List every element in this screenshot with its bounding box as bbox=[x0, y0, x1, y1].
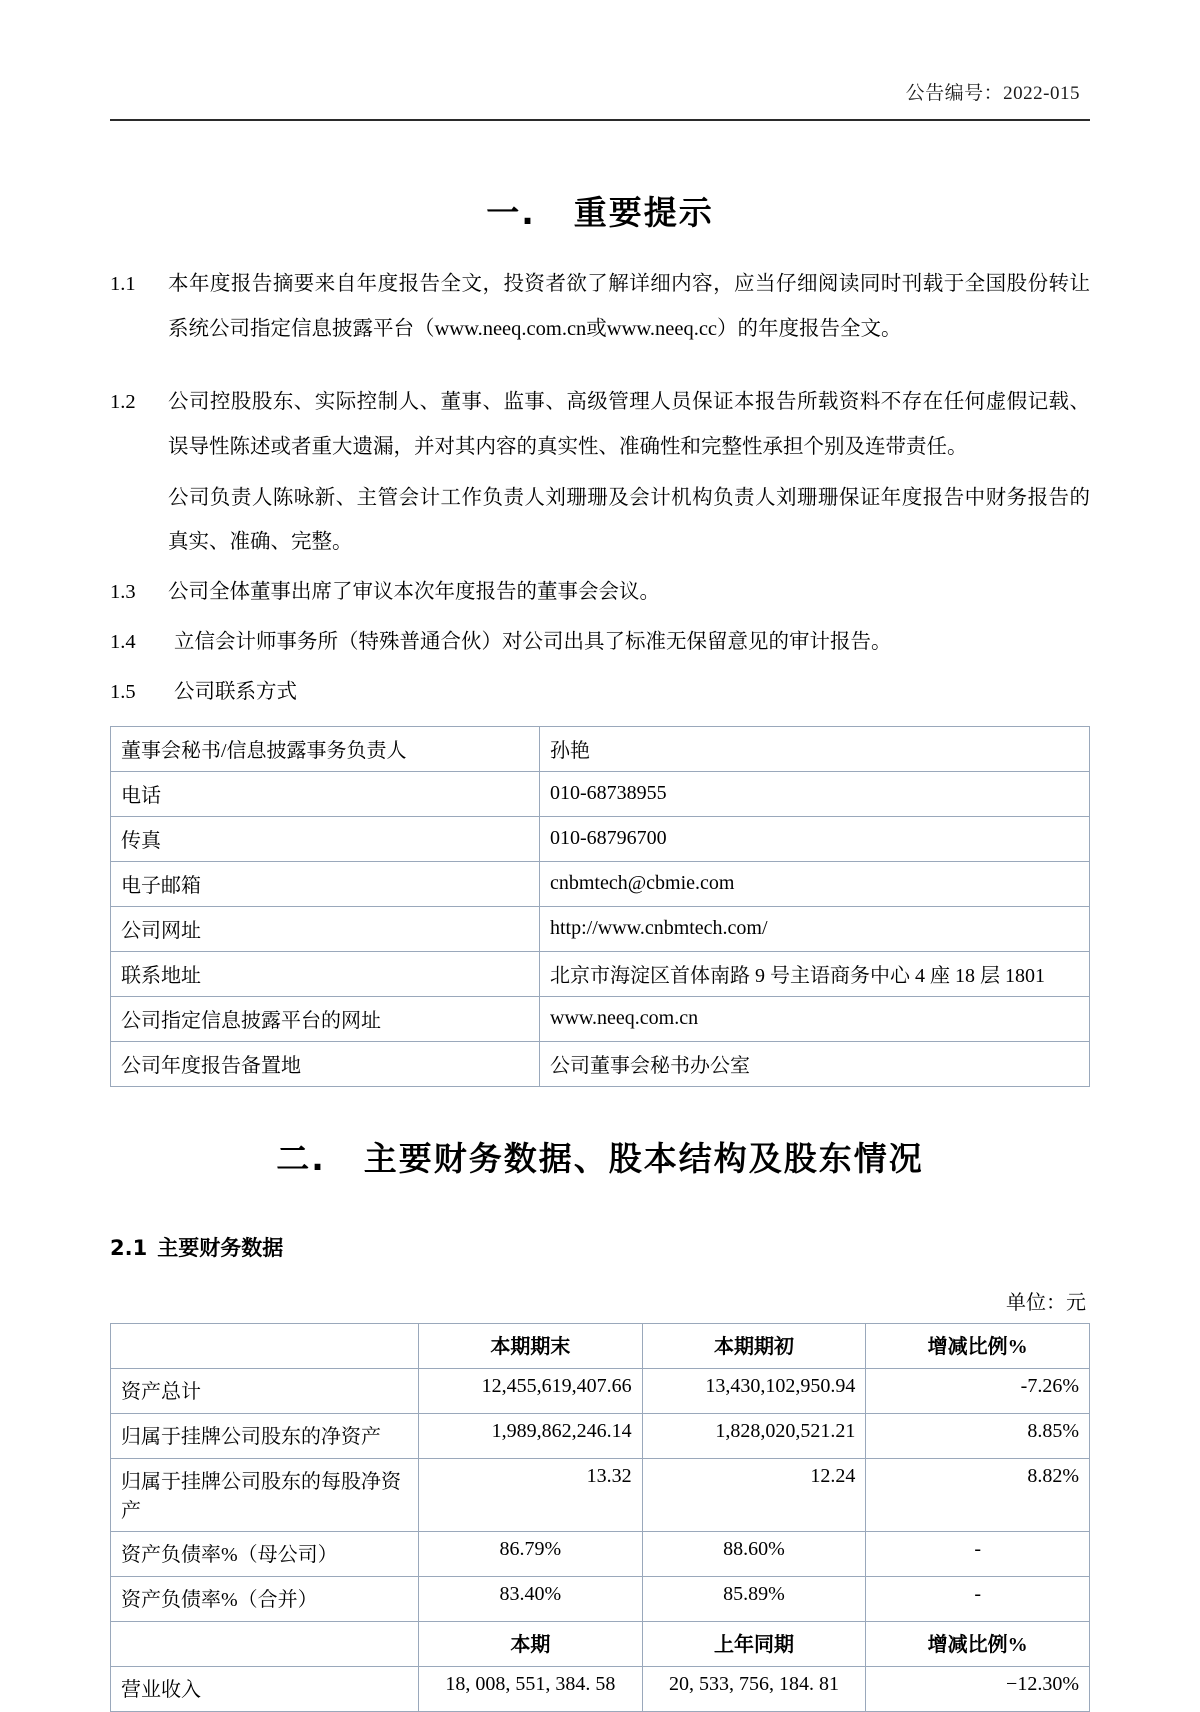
fin-row-value-3: 8.82% bbox=[866, 1459, 1090, 1532]
contact-label: 董事会秘书/信息披露事务负责人 bbox=[111, 727, 540, 772]
subsection-2-1-heading bbox=[110, 1232, 1090, 1262]
contact-label: 公司指定信息披露平台的网址 bbox=[111, 997, 540, 1042]
section-2-number: 二. bbox=[276, 1139, 326, 1178]
fin-row-value-3: - bbox=[866, 1577, 1090, 1622]
table-header-row bbox=[111, 1622, 1090, 1667]
table-row bbox=[111, 1667, 1090, 1712]
contact-label: 公司年度报告备置地 bbox=[111, 1042, 540, 1087]
contact-value: www.neeq.com.cn bbox=[540, 997, 1090, 1042]
clause-1-1-text: 本年度报告摘要来自年度报告全文，投资者欲了解详细内容，应当仔细阅读同时刊载于全国股份转让系统公司指定信息披露平台（www.neeq.com.cn或www.neeq.cc）的年度报告全文。 bbox=[168, 273, 1090, 340]
table-row bbox=[111, 1414, 1090, 1459]
clause-1-1-index: 1.1 bbox=[110, 273, 136, 295]
fin-row-label: 归属于挂牌公司股东的每股净资产 bbox=[111, 1459, 419, 1532]
fin-header2-blank bbox=[111, 1622, 419, 1667]
contact-label: 公司网址 bbox=[111, 907, 540, 952]
fin-row-value-2: 85.89% bbox=[642, 1577, 866, 1622]
table-header-row bbox=[111, 1324, 1090, 1369]
fin-header-period-end: 本期期末 bbox=[419, 1324, 643, 1369]
table-row bbox=[111, 952, 1090, 997]
clause-1-3-index: 1.3 bbox=[110, 581, 136, 603]
clause-1-5-index: 1.5 bbox=[110, 681, 136, 703]
section-1-heading-text: 重要提示 bbox=[573, 193, 714, 232]
clause-1-2-sub bbox=[110, 476, 1090, 564]
fin-row-value-1: 86.79% bbox=[419, 1532, 643, 1577]
fin-header2-change-pct: 增减比例% bbox=[866, 1622, 1090, 1667]
fin-row-value-2: 1,828,020,521.21 bbox=[642, 1414, 866, 1459]
contact-label: 联系地址 bbox=[111, 952, 540, 997]
section-1-number: 一. bbox=[486, 193, 536, 232]
unit-label: 单位：元 bbox=[1006, 1292, 1086, 1314]
contact-label: 电子邮箱 bbox=[111, 862, 540, 907]
fin-row-value-3: −12.30% bbox=[866, 1667, 1090, 1712]
fin-row-value-2: 12.24 bbox=[642, 1459, 866, 1532]
fin-row-value-2: 13,430,102,950.94 bbox=[642, 1369, 866, 1414]
clause-1-2 bbox=[110, 380, 1090, 470]
table-row bbox=[111, 817, 1090, 862]
table-row bbox=[111, 727, 1090, 772]
clause-1-2-sub-text: 公司负责人陈咏新、主管会计工作负责人刘珊珊及会计机构负责人刘珊珊保证年度报告中财务报告的真实、准确、完整。 bbox=[168, 487, 1090, 553]
clause-1-3 bbox=[110, 570, 1090, 614]
table-row bbox=[111, 862, 1090, 907]
fin-row-value-3: 8.85% bbox=[866, 1414, 1090, 1459]
fin-header-change-pct: 增减比例% bbox=[866, 1324, 1090, 1369]
table-row bbox=[111, 1459, 1090, 1532]
contact-label: 电话 bbox=[111, 772, 540, 817]
table-row bbox=[111, 1042, 1090, 1087]
contact-value: http://www.cnbmtech.com/ bbox=[540, 907, 1090, 952]
contact-value: 010-68796700 bbox=[540, 817, 1090, 862]
fin-row-value-1: 83.40% bbox=[419, 1577, 643, 1622]
fin-row-label: 资产负债率%（母公司） bbox=[111, 1532, 419, 1577]
table-row bbox=[111, 1577, 1090, 1622]
fin-row-value-2: 20, 533, 756, 184. 81 bbox=[642, 1667, 866, 1712]
fin-row-value-1: 18, 008, 551, 384. 58 bbox=[419, 1667, 643, 1712]
header-divider bbox=[110, 119, 1090, 121]
fin-row-label: 资产负债率%（合并） bbox=[111, 1577, 419, 1622]
table-row bbox=[111, 997, 1090, 1042]
section-1-title bbox=[110, 187, 1090, 234]
clause-1-5 bbox=[110, 670, 1090, 714]
fin-header-blank bbox=[111, 1324, 419, 1369]
fin-row-value-1: 13.32 bbox=[419, 1459, 643, 1532]
clause-1-2-text: 公司控股股东、实际控制人、董事、监事、高级管理人员保证本报告所载资料不存在任何虚假记载、误导性陈述或者重大遗漏，并对其内容的真实性、准确性和完整性承担个别及连带责任。 bbox=[168, 391, 1090, 458]
table-row bbox=[111, 1532, 1090, 1577]
section-2-title bbox=[110, 1133, 1090, 1180]
clause-1-4 bbox=[110, 620, 1090, 664]
contact-table bbox=[110, 726, 1090, 1087]
clause-1-4-index: 1.4 bbox=[110, 631, 136, 653]
fin-row-label: 归属于挂牌公司股东的净资产 bbox=[111, 1414, 419, 1459]
section-2-heading-text: 主要财务数据、股本结构及股东情况 bbox=[363, 1139, 924, 1178]
fin-row-value-1: 12,455,619,407.66 bbox=[419, 1369, 643, 1414]
fin-row-value-1: 1,989,862,246.14 bbox=[419, 1414, 643, 1459]
fin-row-label: 营业收入 bbox=[111, 1667, 419, 1712]
subsection-2-1-text: 主要财务数据 bbox=[157, 1236, 284, 1260]
fin-header2-prior: 上年同期 bbox=[642, 1622, 866, 1667]
contact-label: 传真 bbox=[111, 817, 540, 862]
contact-value: 北京市海淀区首体南路 9 号主语商务中心 4 座 18 层 1801 bbox=[540, 952, 1090, 997]
contact-value: 010-68738955 bbox=[540, 772, 1090, 817]
table-row bbox=[111, 907, 1090, 952]
clause-1-4-text: 立信会计师事务所（特殊普通合伙）对公司出具了标准无保留意见的审计报告。 bbox=[174, 631, 892, 653]
clause-1-2-index: 1.2 bbox=[110, 391, 136, 413]
contact-value: 公司董事会秘书办公室 bbox=[540, 1042, 1090, 1087]
financial-table bbox=[110, 1323, 1090, 1712]
clause-1-3-text: 公司全体董事出席了审议本次年度报告的董事会会议。 bbox=[168, 581, 660, 603]
fin-row-value-2: 88.60% bbox=[642, 1532, 866, 1577]
clause-1-1 bbox=[110, 262, 1090, 352]
announcement-number: 公告编号：2022-015 bbox=[905, 83, 1080, 104]
subsection-2-1-number: 2.1 bbox=[110, 1236, 148, 1260]
fin-header2-current: 本期 bbox=[419, 1622, 643, 1667]
contact-value: cnbmtech@cbmie.com bbox=[540, 862, 1090, 907]
table-row bbox=[111, 1369, 1090, 1414]
fin-row-value-3: - bbox=[866, 1532, 1090, 1577]
contact-value: 孙艳 bbox=[540, 727, 1090, 772]
clause-1-5-text: 公司联系方式 bbox=[174, 681, 297, 703]
fin-row-label: 资产总计 bbox=[111, 1369, 419, 1414]
fin-header-period-start: 本期期初 bbox=[642, 1324, 866, 1369]
fin-row-value-3: -7.26% bbox=[866, 1369, 1090, 1414]
table-row bbox=[111, 772, 1090, 817]
